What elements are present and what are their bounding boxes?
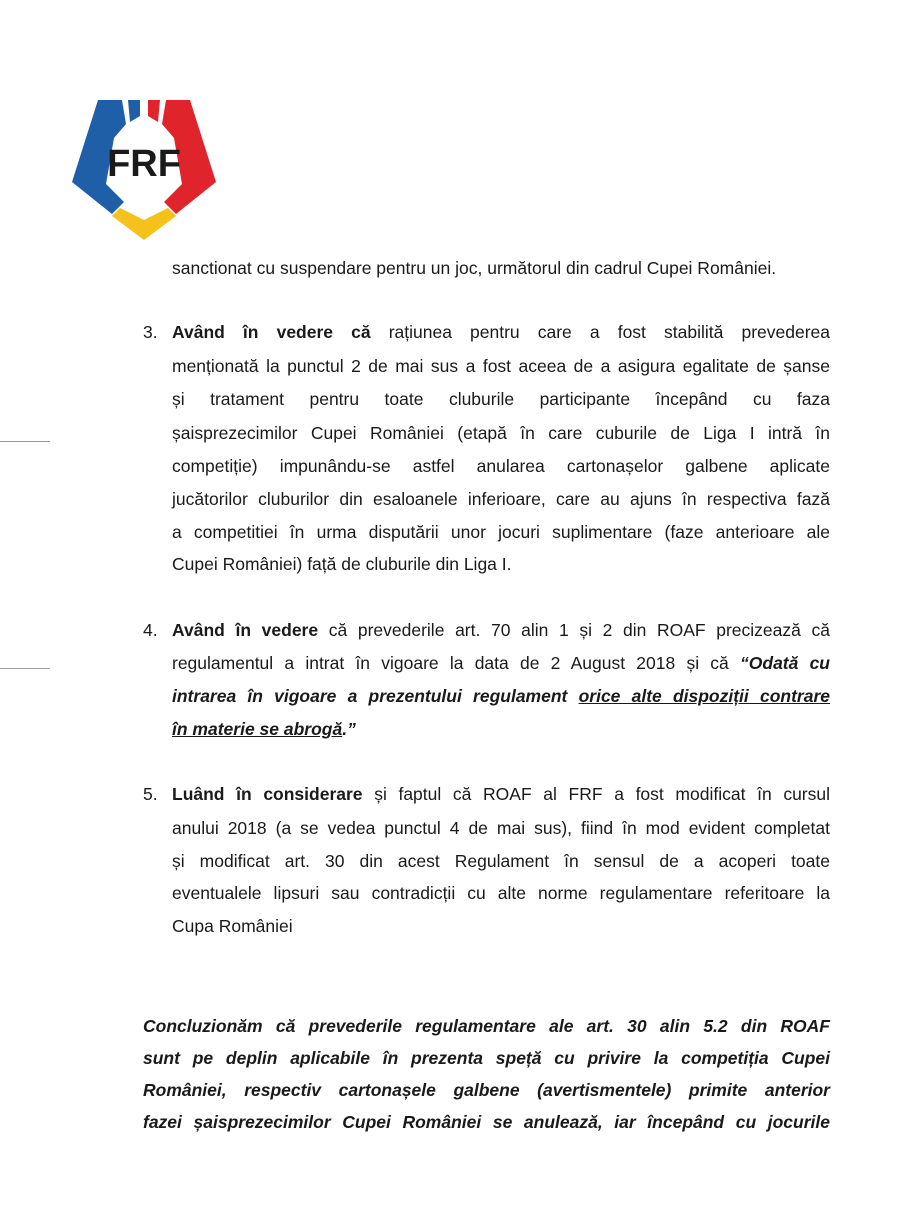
- margin-mark-lower: [0, 668, 50, 669]
- item5-line4: eventualele lipsuri sau contradicții cu alte norme regulamentare referitoare la: [172, 883, 830, 903]
- item4-quote-open: “Odată cu: [740, 653, 830, 673]
- logo-yellow-band: [112, 208, 176, 240]
- item5-number: 5.: [143, 784, 158, 804]
- item4-line1: Având în vedere că prevederile art. 70 alin 1 și 2 din ROAF precizează că: [172, 620, 830, 640]
- conclusion-line1: Concluzionăm că prevederile regulamentare ale art. 30 alin 5.2 din ROAF: [143, 1016, 830, 1036]
- logo-text: FRF: [107, 143, 181, 185]
- item5-line1: Luând în considerare și faptul că ROAF al FRF a fost modificat în cursul: [172, 784, 830, 804]
- intro-line: sanctionat cu suspendare pentru un joc, următorul din cadrul Cupei României.: [172, 258, 777, 278]
- logo-top-red-mark: [148, 100, 160, 122]
- item3-line2: menționată la punctul 2 de mai sus a fost aceea de a asigura egalitate de șanse: [172, 356, 830, 376]
- item3-number: 3.: [143, 322, 158, 342]
- item3-line5: competiție) impunându-se astfel anularea cartonașelor galbene aplicate: [172, 456, 830, 476]
- item4-line3: intrarea în vigoare a prezentului regulament orice alte dispoziții contrare: [172, 686, 830, 706]
- item3-line1: Având în vedere că rațiunea pentru care a fost stabilită prevederea: [172, 322, 830, 342]
- conclusion-line3: României, respectiv cartonașele galbene (avertismentele) primite anterior: [143, 1080, 830, 1100]
- item3-lead: Având în vedere că: [172, 322, 371, 342]
- conclusion-line2: sunt pe deplin aplicabile în prezenta speță cu privire la competiția Cupei: [143, 1048, 830, 1068]
- item4-line2: regulamentul a intrat în vigoare la data de 2 August 2018 și că “Odată cu: [172, 653, 830, 673]
- item3-line4: șaisprezecimilor Cupei României (etapă în care cuburile de Liga I intră în: [172, 423, 830, 443]
- item3-line8: Cupei României) față de cluburile din Liga I.: [172, 554, 512, 574]
- item4-underlined-text: orice alte dispoziții contrare: [578, 686, 830, 706]
- item3-line7: a competitiei în urma disputării unor jocuri suplimentare (faze anterioare ale: [172, 522, 830, 542]
- item5-line5: Cupa României: [172, 916, 293, 936]
- frf-logo: [68, 98, 220, 240]
- item3-line6: jucătorilor cluburilor din esaloanele inferioare, care au ajuns în respectiva fază: [172, 489, 830, 509]
- item3-line3: și tratament pentru toate cluburile participante începând cu faza: [172, 389, 830, 409]
- item5-line3: și modificat art. 30 din acest Regulament în sensul de a acoperi toate: [172, 851, 830, 871]
- item4-line4: în materie se abrogă.”: [172, 719, 356, 739]
- item4-lead: Având în vedere: [172, 620, 319, 640]
- conclusion-line4: fazei șaisprezecimilor Cupei României se anulează, iar începând cu jocurile: [143, 1112, 830, 1132]
- item5-line2: anului 2018 (a se vedea punctul 4 de mai sus), fiind în mod evident completat: [172, 818, 830, 838]
- margin-mark-upper: [0, 441, 50, 442]
- item4-underlined-end: în materie se abrogă: [172, 719, 343, 739]
- item5-lead: Luând în considerare: [172, 784, 363, 804]
- item4-number: 4.: [143, 620, 158, 640]
- logo-top-blue-mark: [128, 100, 140, 122]
